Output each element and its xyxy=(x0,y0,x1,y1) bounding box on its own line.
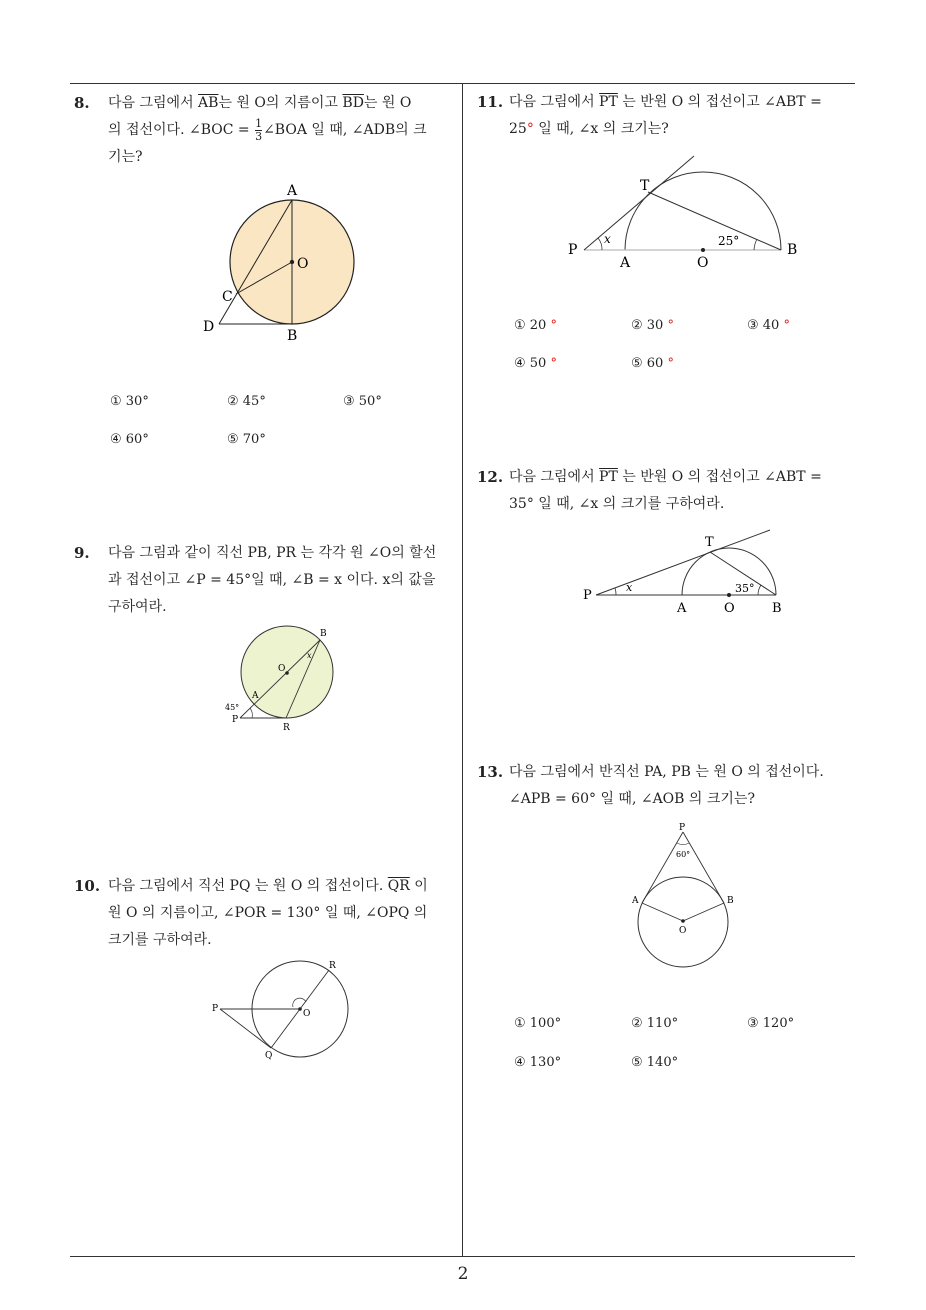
question-12 xyxy=(477,464,862,518)
tangent-pb xyxy=(683,832,724,903)
label-b: B xyxy=(727,896,734,906)
q8-choice-3[interactable]: ③ 50° xyxy=(343,394,382,409)
semicircle-o xyxy=(682,548,776,595)
label-q: Q xyxy=(265,1051,273,1061)
label-a: A xyxy=(632,896,639,906)
angle-arc-p xyxy=(250,708,252,718)
bottom-rule xyxy=(70,1256,855,1257)
question-10 xyxy=(74,873,459,954)
question-text: 다음 그림에서 반직선 PA, PB 는 원 O 의 접선이다. ∠APB = 60° 일 때, ∠AOB 의 크기는? xyxy=(509,764,824,807)
question-text: 다음 그림에서 직선 PQ 는 원 O 의 접선이다. $\overline{QR}$ 이 원 O 의 지름이고, ∠POR = 130° 일 때, ∠OPQ 의 크기를 구하여라. xyxy=(108,878,428,948)
label-angle: 25° xyxy=(718,234,740,248)
q8-figure xyxy=(195,178,375,343)
center-dot xyxy=(298,1007,302,1011)
page-number: 2 xyxy=(457,1264,469,1284)
question-9 xyxy=(74,540,459,621)
q9-figure xyxy=(222,622,347,737)
question-number: 11. xyxy=(477,93,504,111)
label-a: A xyxy=(620,255,631,271)
label-x: x xyxy=(307,651,312,660)
q11-choice-2[interactable]: ② 30 ° xyxy=(631,318,674,333)
label-r: R xyxy=(329,961,336,971)
label-b: B xyxy=(320,629,327,639)
center-dot xyxy=(285,671,289,675)
label-o: O xyxy=(724,601,735,616)
label-a: A xyxy=(252,691,259,701)
center-dot xyxy=(701,248,705,252)
label-t: T xyxy=(640,178,650,194)
question-text: 다음 그림에서 $\overline{PT}$ 는 반원 O 의 접선이고 ∠ABT = 25° 일 때, ∠x 의 크기는? xyxy=(509,94,822,137)
q13-choice-1[interactable]: ① 100° xyxy=(514,1016,562,1031)
angle-arc-p xyxy=(677,843,689,845)
label-o: O xyxy=(297,256,309,272)
q13-choice-3[interactable]: ③ 120° xyxy=(747,1016,795,1031)
question-text: 다음 그림에서 $\overline{AB}$는 원 O의 지름이고 $\overline{BD}$는 원 O 의 접선이다. ∠BOC = $\frac{1}{3}$ ∠BOA 일 때, ∠ADB의 크 기는? xyxy=(108,95,427,165)
question-13 xyxy=(477,759,862,813)
question-text: 다음 그림에서 $\overline{PT}$ 는 반원 O 의 접선이고 ∠ABT = 35° 일 때, ∠x 의 크기를 구하여라. xyxy=(509,469,822,512)
question-number: 10. xyxy=(74,877,101,895)
radius-oa xyxy=(642,903,683,921)
label-o: O xyxy=(697,255,709,271)
center-dot xyxy=(290,260,294,264)
q11-choice-4[interactable]: ④ 50 ° xyxy=(514,356,557,371)
chord-tb xyxy=(648,192,781,250)
q8-choice-4[interactable]: ④ 60° xyxy=(110,432,149,447)
q11-choice-3[interactable]: ③ 40 ° xyxy=(747,318,790,333)
radius-ob xyxy=(683,903,724,921)
q13-choice-4[interactable]: ④ 130° xyxy=(514,1055,562,1070)
label-o: O xyxy=(679,926,687,936)
label-p: P xyxy=(232,715,239,725)
q11-figure xyxy=(562,150,807,275)
angle-arc-b xyxy=(758,585,761,595)
label-r: R xyxy=(283,723,290,733)
label-a: A xyxy=(677,601,687,616)
question-text: 다음 그림과 같이 직선 PB, PR 는 각각 원 ∠O의 할선 과 접선이고 ∠P = 45°일 때, ∠B = x 이다. x의 값을 구하여라. xyxy=(108,545,437,615)
question-8 xyxy=(74,90,459,171)
label-angle: 35° xyxy=(735,582,755,595)
q8-choice-1[interactable]: ① 30° xyxy=(110,394,149,409)
q11-choice-1[interactable]: ① 20 ° xyxy=(514,318,557,333)
label-p: P xyxy=(568,242,578,258)
label-x: x xyxy=(604,232,611,246)
label-o: O xyxy=(303,1009,311,1019)
column-divider xyxy=(462,83,463,1257)
angle-arc-o xyxy=(293,998,306,1007)
label-x: x xyxy=(626,581,633,594)
q8-choice-5[interactable]: ⑤ 70° xyxy=(227,432,266,447)
q13-choice-5[interactable]: ⑤ 140° xyxy=(631,1055,679,1070)
label-a: A xyxy=(287,183,298,199)
q11-choice-5[interactable]: ⑤ 60 ° xyxy=(631,356,674,371)
tangent-pt xyxy=(584,156,694,250)
label-p: P xyxy=(679,823,686,833)
angle-arc-p xyxy=(598,238,602,250)
label-p: P xyxy=(583,588,592,603)
q8-choice-2[interactable]: ② 45° xyxy=(227,394,266,409)
label-b: B xyxy=(772,601,782,616)
q10-figure xyxy=(205,955,360,1065)
question-number: 8. xyxy=(74,94,90,112)
label-angle: 45° xyxy=(225,703,240,712)
angle-arc-p xyxy=(615,588,616,595)
question-number: 9. xyxy=(74,544,90,562)
q13-choice-2[interactable]: ② 110° xyxy=(631,1016,679,1031)
label-d: D xyxy=(203,319,215,335)
fraction: $\frac{1}{3}$ xyxy=(255,116,263,143)
q13-figure xyxy=(625,820,745,970)
center-dot xyxy=(681,919,685,923)
question-11 xyxy=(477,89,862,143)
label-o: O xyxy=(278,664,286,674)
center-dot xyxy=(727,593,731,597)
angle-arc-b xyxy=(754,239,757,250)
q12-figure xyxy=(578,525,788,620)
label-b: B xyxy=(287,328,298,343)
label-b: B xyxy=(787,242,798,258)
tangent-pq xyxy=(220,1009,271,1048)
label-c: C xyxy=(222,289,233,305)
label-p: P xyxy=(212,1004,219,1014)
label-angle: 60° xyxy=(676,850,691,859)
question-number: 12. xyxy=(477,468,504,486)
label-t: T xyxy=(705,535,714,550)
question-number: 13. xyxy=(477,763,504,781)
tangent-pa xyxy=(642,832,683,903)
